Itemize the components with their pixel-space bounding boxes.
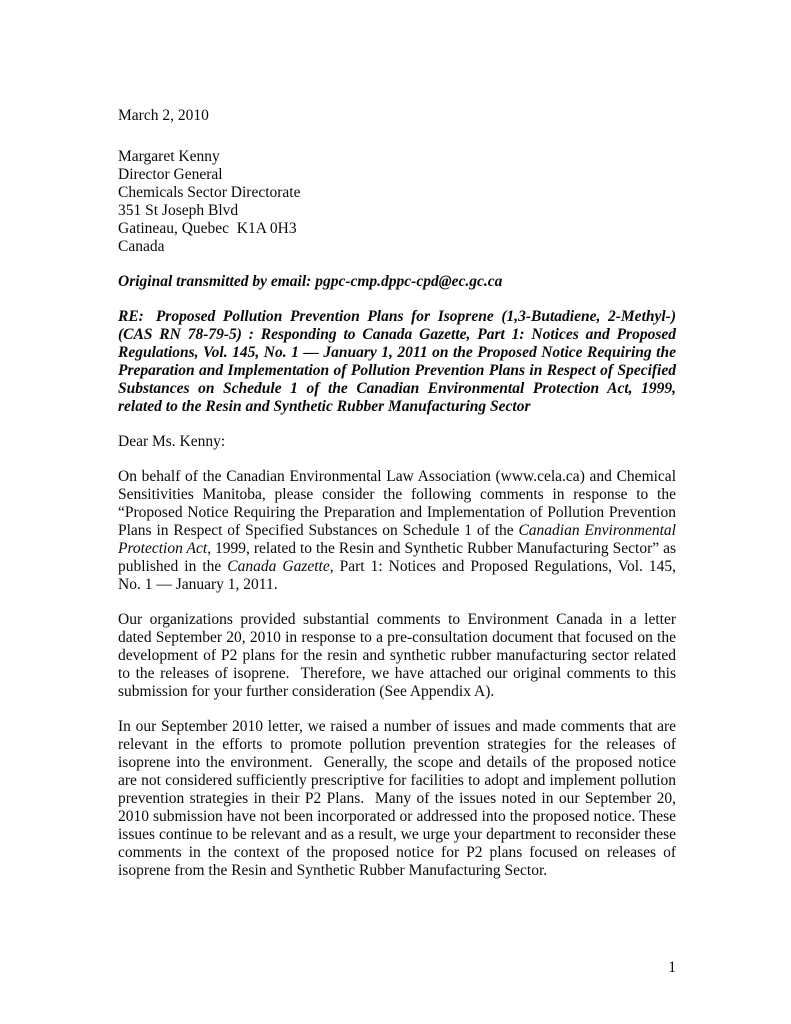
salutation: Dear Ms. Kenny: <box>118 433 226 450</box>
body-paragraph-3: In our September 2010 letter, we raised a number of issues and made comments that are relevant in the efforts to promote pollution prevention strategies for the releases of isoprene into the environment. Generally, the scope and details of the proposed notice are not considered sufficiently prescriptive for facilities to adopt and implement pollution prevention strategies in their P2 Plans. Many of the issues noted in our September 20, 2010 submission have not been incorporated or addressed into the proposed notice. These issues continue to be relevant and as a result, we urge your department to reconsider these comments in the context of the proposed notice for P2 plans focused on releases of isoprene from the Resin and Synthetic Rubber Manufacturing Sector. <box>118 718 676 879</box>
subject-block <box>118 308 676 416</box>
letter-date: March 2, 2010 <box>118 107 209 124</box>
paragraph1-text-3: , Part 1: Notices and Proposed Regulations, Vol. 145, No. 1 — January 1, 2011. <box>118 558 677 593</box>
recipient-country: Canada <box>118 238 165 255</box>
recipient-department: Chemicals Sector Directorate <box>118 184 301 201</box>
subject-label: RE: <box>118 308 144 325</box>
recipient-street: 351 St Joseph Blvd <box>118 202 239 219</box>
recipient-name: Margaret Kenny <box>118 148 220 165</box>
paragraph1-text-1: On behalf of the Canadian Environmental Law Association (www.cela.ca) and Chemical Sensitivities Manitoba, please consider the following comments in response to the “Proposed Notice Requiring the Preparation and Implementation of Pollution Prevention Plans in Respect of Specified Substances on Schedule 1 of the <box>118 468 676 539</box>
recipient-city-postal: Gatineau, Quebec K1A 0H3 <box>118 220 297 237</box>
paragraph1-italic-cepa: Canadian Environmental Protection Act <box>118 522 676 557</box>
paragraph1-text-2: , 1999, related to the Resin and Synthetic Rubber Manufacturing Sector” as published in the <box>118 540 676 575</box>
body-paragraph-1 <box>118 468 676 594</box>
paragraph1-italic-gazette: Canada Gazette <box>227 558 330 575</box>
subject-text: Proposed Pollution Prevention Plans for Isoprene (1,3-Butadiene, 2-Methyl-) (CAS RN 78-79-5) : Responding to Canada Gazette, Part 1: Notices and Proposed Regulations, Vol. 145, No. 1 — January 1, 2011 on the Proposed Notice Requiring the Preparation and Implementation of Pollution Prevention Plans in Respect of Specified Substances on Schedule 1 of the Canadian Environmental Protection Act, 1999, related to the Resin and Synthetic Rubber Manufacturing Sector <box>118 308 676 415</box>
transmission-note: Original transmitted by email: pgpc-cmp.dppc-cpd@ec.gc.ca <box>118 273 503 290</box>
page-number: 1 <box>668 959 676 976</box>
recipient-title: Director General <box>118 166 223 183</box>
recipient-address-block <box>118 148 676 256</box>
letter-content <box>118 107 676 897</box>
body-paragraph-2: Our organizations provided substantial comments to Environment Canada in a letter dated September 20, 2010 in response to a pre-consultation document that focused on the development of P2 plans for the resin and synthetic rubber manufacturing sector related to the releases of isoprene. Therefore, we have attached our original comments to this submission for your further consideration (See Appendix A). <box>118 611 676 700</box>
